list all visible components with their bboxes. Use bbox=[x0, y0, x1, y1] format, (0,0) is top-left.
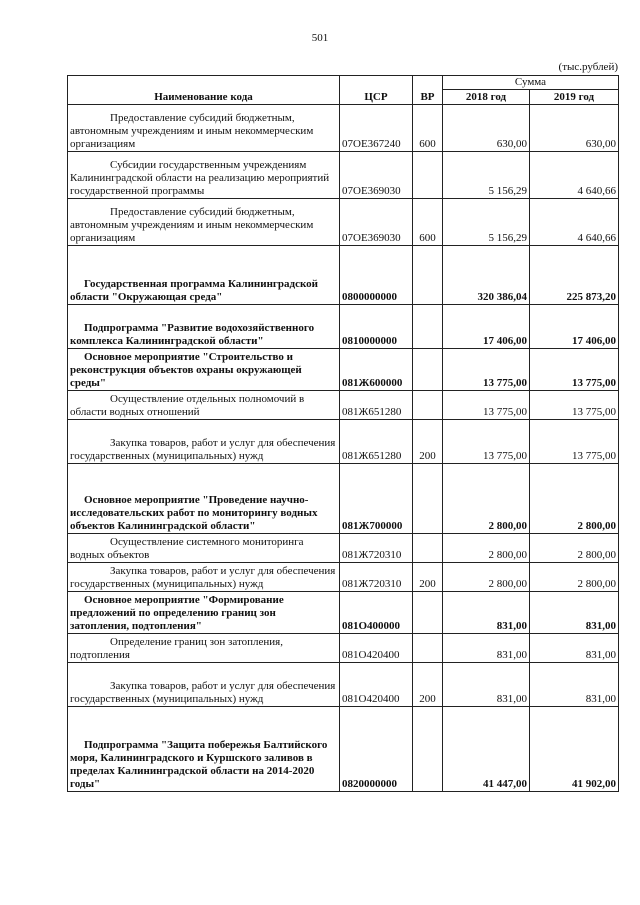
row-amount-2018: 17 406,00 bbox=[443, 305, 530, 349]
row-amount-2018: 13 775,00 bbox=[443, 349, 530, 391]
table-row bbox=[68, 464, 619, 534]
table-row bbox=[68, 534, 619, 563]
row-amount-2018: 320 386,04 bbox=[443, 246, 530, 305]
table-row bbox=[68, 563, 619, 592]
row-csr: 07ОЕ369030 bbox=[340, 199, 413, 246]
table-row bbox=[68, 246, 619, 305]
row-amount-2019: 831,00 bbox=[530, 634, 619, 663]
header-year-2018: 2018 год bbox=[443, 90, 530, 105]
row-csr: 081Ж720310 bbox=[340, 534, 413, 563]
row-name-text: Закупка товаров, работ и услуг для обеспечения государственных (муниципальных) нужд bbox=[70, 565, 336, 590]
row-vr bbox=[413, 707, 443, 792]
row-name bbox=[68, 199, 340, 246]
table-row bbox=[68, 420, 619, 464]
row-amount-2019: 13 775,00 bbox=[530, 420, 619, 464]
table-row bbox=[68, 152, 619, 199]
row-amount-2018: 5 156,29 bbox=[443, 152, 530, 199]
row-name-text: Подпрограмма "Защита побережья Балтийского моря, Калининградского и Куршского заливов в пределах Калининградской области на 2014-2020 годы" bbox=[70, 739, 328, 790]
row-csr: 07ОЕ367240 bbox=[340, 105, 413, 152]
table-row bbox=[68, 305, 619, 349]
row-name-text: Государственная программа Калининградской области "Окружающая среда" bbox=[70, 278, 319, 303]
table-row bbox=[68, 663, 619, 707]
row-amount-2018: 831,00 bbox=[443, 592, 530, 634]
row-name bbox=[68, 152, 340, 199]
row-name bbox=[68, 349, 340, 391]
row-name bbox=[68, 634, 340, 663]
header-sum: Сумма bbox=[443, 76, 619, 90]
row-csr: 0800000000 bbox=[340, 246, 413, 305]
row-vr: 200 bbox=[413, 663, 443, 707]
row-name bbox=[68, 707, 340, 792]
row-amount-2019: 4 640,66 bbox=[530, 199, 619, 246]
row-amount-2019: 13 775,00 bbox=[530, 349, 619, 391]
row-vr bbox=[413, 305, 443, 349]
row-name-text: Предоставление субсидий бюджетным, автономным учреждениям и иным некоммерческим организациям bbox=[70, 206, 314, 244]
row-amount-2019: 2 800,00 bbox=[530, 464, 619, 534]
row-name bbox=[68, 534, 340, 563]
page-number: 501 bbox=[311, 32, 329, 44]
row-vr: 600 bbox=[413, 199, 443, 246]
row-name-text: Основное мероприятие "Проведение научно-исследовательских работ по мониторингу водных объектов Калининградской области" bbox=[70, 494, 318, 532]
row-vr bbox=[413, 464, 443, 534]
row-amount-2019: 831,00 bbox=[530, 592, 619, 634]
row-name-text: Подпрограмма "Развитие водохозяйственного комплекса Калининградской области" bbox=[70, 322, 315, 347]
row-amount-2018: 13 775,00 bbox=[443, 420, 530, 464]
header-year-2019: 2019 год bbox=[530, 90, 619, 105]
row-name bbox=[68, 305, 340, 349]
row-amount-2018: 5 156,29 bbox=[443, 199, 530, 246]
row-amount-2019: 41 902,00 bbox=[530, 707, 619, 792]
row-amount-2018: 2 800,00 bbox=[443, 563, 530, 592]
row-name bbox=[68, 464, 340, 534]
table-row bbox=[68, 634, 619, 663]
row-amount-2018: 41 447,00 bbox=[443, 707, 530, 792]
row-amount-2019: 630,00 bbox=[530, 105, 619, 152]
row-name bbox=[68, 563, 340, 592]
row-amount-2018: 2 800,00 bbox=[443, 464, 530, 534]
row-csr: 0820000000 bbox=[340, 707, 413, 792]
units-label: (тыс.рублей) bbox=[558, 61, 618, 73]
row-name-text: Определение границ зон затопления, подтопления bbox=[70, 636, 283, 661]
row-name-text: Закупка товаров, работ и услуг для обеспечения государственных (муниципальных) нужд bbox=[70, 437, 336, 462]
row-vr bbox=[413, 246, 443, 305]
row-name-text: Закупка товаров, работ и услуг для обеспечения государственных (муниципальных) нужд bbox=[70, 680, 336, 705]
row-name-text: Основное мероприятие "Строительство и реконструкция объектов охраны окружающей среды" bbox=[70, 351, 302, 389]
row-csr: 081Ж600000 bbox=[340, 349, 413, 391]
row-amount-2018: 831,00 bbox=[443, 634, 530, 663]
header-csr: ЦСР bbox=[340, 76, 413, 105]
row-name bbox=[68, 663, 340, 707]
row-amount-2018: 13 775,00 bbox=[443, 391, 530, 420]
row-csr: 07ОЕ369030 bbox=[340, 152, 413, 199]
row-csr: 081Ж651280 bbox=[340, 391, 413, 420]
row-name bbox=[68, 246, 340, 305]
row-csr: 081О400000 bbox=[340, 592, 413, 634]
row-vr bbox=[413, 534, 443, 563]
header-name: Наименование кода bbox=[68, 76, 340, 105]
table-row bbox=[68, 391, 619, 420]
row-csr: 081О420400 bbox=[340, 663, 413, 707]
row-amount-2019: 831,00 bbox=[530, 663, 619, 707]
row-vr: 200 bbox=[413, 420, 443, 464]
header-vr: ВР bbox=[413, 76, 443, 105]
table-row bbox=[68, 199, 619, 246]
row-name-text: Основное мероприятие "Формирование предложений по определению границ зон затопления, подтопления" bbox=[70, 594, 284, 632]
row-amount-2019: 4 640,66 bbox=[530, 152, 619, 199]
row-vr bbox=[413, 592, 443, 634]
row-csr: 081Ж700000 bbox=[340, 464, 413, 534]
row-vr: 600 bbox=[413, 105, 443, 152]
table-body bbox=[68, 105, 619, 792]
row-amount-2019: 2 800,00 bbox=[530, 563, 619, 592]
row-name-text: Осуществление отдельных полномочий в области водных отношений bbox=[70, 393, 305, 418]
row-csr: 081Ж651280 bbox=[340, 420, 413, 464]
row-vr bbox=[413, 152, 443, 199]
row-vr bbox=[413, 391, 443, 420]
row-name-text: Субсидии государственным учреждениям Калининградской области на реализацию мероприятий государственной программы bbox=[70, 159, 330, 197]
row-csr: 0810000000 bbox=[340, 305, 413, 349]
row-vr bbox=[413, 634, 443, 663]
table-row bbox=[68, 707, 619, 792]
row-vr: 200 bbox=[413, 563, 443, 592]
row-name bbox=[68, 391, 340, 420]
row-name-text: Осуществление системного мониторинга водных объектов bbox=[70, 536, 304, 561]
row-vr bbox=[413, 349, 443, 391]
row-amount-2018: 630,00 bbox=[443, 105, 530, 152]
row-amount-2018: 831,00 bbox=[443, 663, 530, 707]
row-name bbox=[68, 420, 340, 464]
budget-table bbox=[67, 75, 619, 792]
row-csr: 081Ж720310 bbox=[340, 563, 413, 592]
row-name bbox=[68, 105, 340, 152]
row-amount-2019: 2 800,00 bbox=[530, 534, 619, 563]
row-amount-2019: 225 873,20 bbox=[530, 246, 619, 305]
table-row bbox=[68, 105, 619, 152]
table-row bbox=[68, 349, 619, 391]
row-csr: 081О420400 bbox=[340, 634, 413, 663]
row-name bbox=[68, 592, 340, 634]
row-amount-2019: 17 406,00 bbox=[530, 305, 619, 349]
table-row bbox=[68, 592, 619, 634]
row-amount-2018: 2 800,00 bbox=[443, 534, 530, 563]
row-amount-2019: 13 775,00 bbox=[530, 391, 619, 420]
row-name-text: Предоставление субсидий бюджетным, автономным учреждениям и иным некоммерческим организациям bbox=[70, 112, 314, 150]
